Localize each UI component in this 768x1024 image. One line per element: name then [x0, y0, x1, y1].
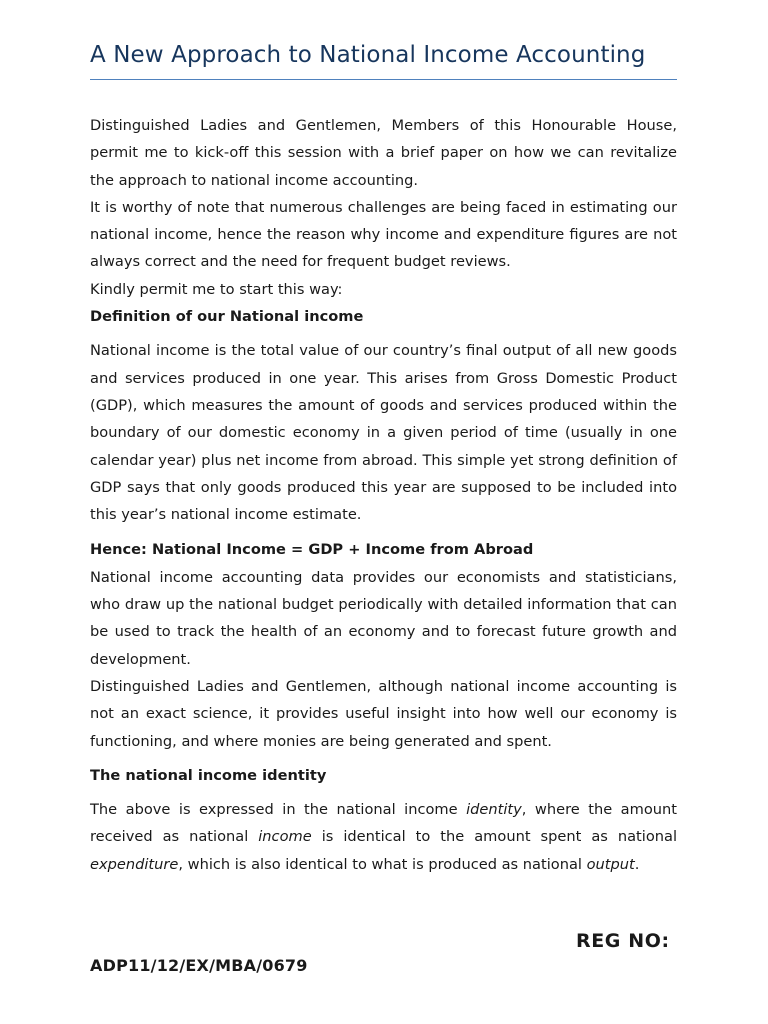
identity-emphasis-expenditure: expenditure [90, 855, 179, 873]
reg-no-value: ADP11/12/EX/MBA/0679 [90, 956, 308, 975]
identity-text-4: , which is also identical to what is produced as national [178, 855, 587, 873]
identity-text-2: , where the amount received as national [90, 801, 677, 846]
identity-emphasis-output: output [586, 855, 635, 873]
identity-text-3: is identical to the amount spent as national [311, 828, 678, 846]
document-title: A New Approach to National Income Accounting [90, 42, 646, 68]
document-body [90, 112, 677, 878]
definition-paragraph: National income is the total value of our country’s final output of all new goods and services produced in one year. This arises from Gross Domestic Product (GDP), which measures the amount of goods and services produced within the boundary of our domestic economy in a given period of time (usually in one calendar year) plus net income from abroad. This simple yet strong definition of GDP says that only goods produced this year are supposed to be included into this year’s national income estimate. [90, 342, 677, 524]
identity-text-5: . [634, 855, 640, 873]
heading-definition: Definition of our National income [90, 308, 364, 326]
heading-identity: The national income identity [90, 766, 327, 784]
intro-paragraph-1: Distinguished Ladies and Gentlemen, Members of this Honourable House, permit me to kick-off this session with a brief paper on how we can revitalize the approach to national income accounting. [90, 117, 677, 189]
identity-paragraph [90, 796, 677, 878]
identity-emphasis-income: income [258, 828, 312, 846]
reg-no-label: REG NO: [576, 930, 670, 952]
title-underline [90, 79, 677, 80]
intro-paragraph-3: Kindly permit me to start this way: [90, 280, 343, 298]
formula-paragraph-1: National income accounting data provides our economists and statisticians, who draw up the national budget periodically with detailed information that can be used to track the health of an economy and to forecast future growth and development. [90, 568, 677, 668]
identity-emphasis-identity: identity [466, 801, 522, 819]
intro-paragraph-2: It is worthy of note that numerous challenges are being faced in estimating our national income, hence the reason why income and expenditure figures are not always correct and the need for frequent budget reviews. [90, 198, 677, 271]
identity-text-1: The above is expressed in the national income [90, 801, 467, 819]
heading-formula: Hence: National Income = GDP + Income from Abroad [90, 541, 534, 559]
formula-paragraph-2: Distinguished Ladies and Gentlemen, although national income accounting is not an exact science, it provides useful insight into how well our economy is functioning, and where monies are being generated and spent. [90, 677, 677, 750]
